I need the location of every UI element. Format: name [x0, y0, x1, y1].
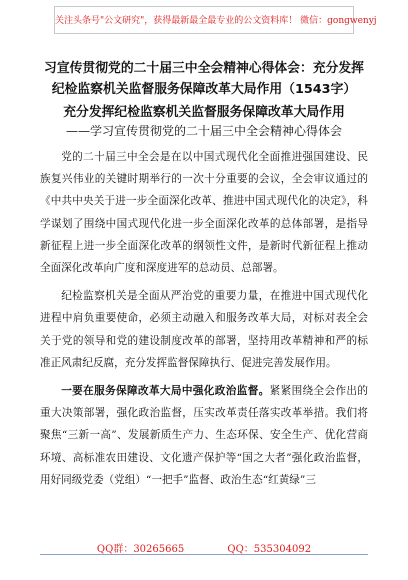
- footer-divider: [40, 554, 368, 555]
- paragraph-text: 党的二十届三中全会是在以中国式现代化全面推进强国建设、民族复兴伟业的关键时期举行的一次十分重要的会议，全会审议通过的《中共中央关于进一步全面深化改革、推进中国式现代化的决定》，科学谋划了围绕中国式现代化进一步全面深化改革的总体部署，是指导新征程上进一步全面深化改革的纲领性文件，是新时代新征程上推动全面深化改革向广度和深度进军的总动员、总部署。: [40, 151, 368, 275]
- document-title: 习宣传贯彻党的二十届三中全会精神心得体会：充分发挥纪检监察机关监督服务保障改革大局作用（1543字）: [44, 61, 364, 97]
- paragraph-text: 紧紧围绕全会作出的重大决策部署，强化政治监督，压实改革责任落实改革举措。我们将聚焦“三新一高”、发展新质生产力、生态环保、安全生产、优化营商环境、高标准农田建设、文化遗产保护等“国之大者”强化政治监督，用好同级党委（党组）“一把手”监督、政治生态“红黄绿”三: [40, 385, 369, 486]
- promo-banner: 关注头条号"公文研究"，获得最新最全最专业的公文资料库！ 微信：gongwenyj: [54, 6, 354, 34]
- paragraph-lead: 一要在服务保障改革大局中强化政治监督。: [61, 385, 270, 398]
- footer-contacts: [0, 540, 408, 555]
- article-body: [40, 146, 368, 491]
- article-subtitle: ——学习宣传贯彻党的二十届三中全会精神心得体会: [65, 124, 342, 138]
- title-block: [40, 58, 368, 140]
- article-title: 充分发挥纪检监察机关监督服务保障改革大局作用: [63, 105, 345, 120]
- qq-number: QQ：535304092: [227, 544, 312, 555]
- qq-group-number: QQ群：30265665: [96, 544, 185, 555]
- paragraph: [40, 146, 368, 279]
- paragraph: [40, 380, 368, 491]
- paragraph: [40, 285, 368, 374]
- paragraph-text: 纪检监察机关是全面从严治党的重要力量，在推进中国式现代化进程中肩负重要使命，必须主动融入和服务改革大局，对标对表全会关于党的领导和党的建设制度改革的部署，坚持用改革精神和严的标准正风肃纪反腐，充分发挥监督保障执行、促进完善发展作用。: [40, 290, 368, 369]
